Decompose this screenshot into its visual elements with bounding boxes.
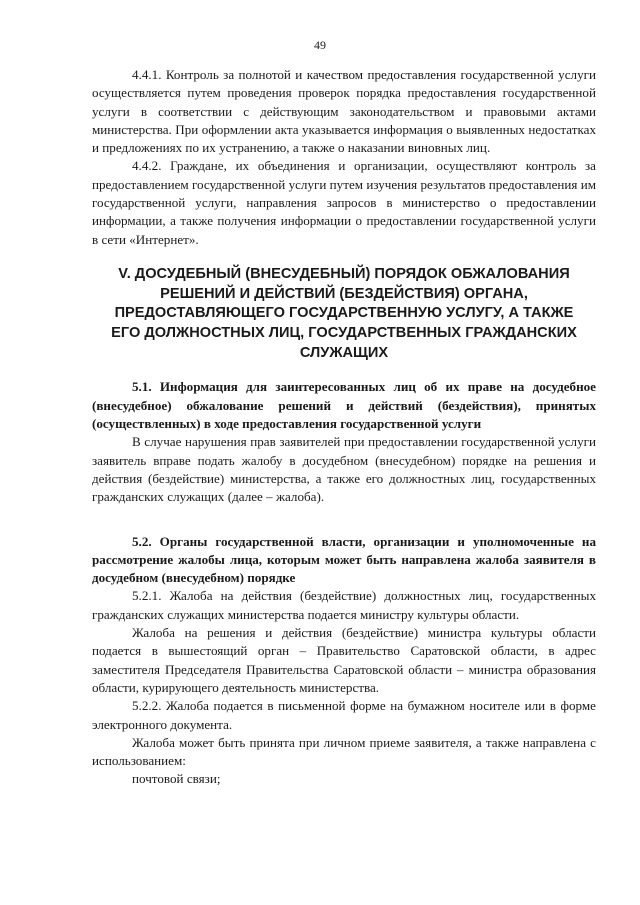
page-number: 49 [314, 38, 326, 52]
paragraph-5-2-1: 5.2.1. Жалоба на действия (бездействие) должностных лиц, государственных гражданских служащих министерства подается министру культуры области. [92, 588, 596, 622]
subsection-5-1-heading: 5.1. Информация для заинтересованных лиц об их праве на досудебное (внесудебное) обжалование решений и действий (бездействия), принятых (осуществленных) в ходе предоставления государственной услуги [92, 379, 596, 432]
paragraph-minister-complaint: Жалоба на решения и действия (бездействие) министра культуры области подается в вышестоящий орган – Правительство Саратовской области, в адрес заместителя Председателя Правительства Саратовской области – министра образования области, курирующего деятельность министерства. [92, 625, 596, 695]
list-item-postal: почтовой связи; [132, 771, 221, 787]
document-body [92, 66, 596, 789]
paragraph-4-4-1: 4.4.1. Контроль за полнотой и качеством предоставления государственной услуги осуществляется путем проведения проверок порядка предоставления государственной услуги в соответствии с действующим законодательством и правовыми актами министерства. При оформлении акта указывается информация о выявленных недостатках и предложениях по их устранению, а также о наказании виновных лиц. [92, 67, 596, 156]
paragraph-acceptance: Жалоба может быть принята при личном приеме заявителя, а также направлена с использованием: [92, 734, 596, 769]
subsection-5-1-text: В случае нарушения прав заявителей при предоставлении государственной услуги заявитель вправе подать жалобу в досудебном (внесудебном) порядке на решения и действия (бездействие) министерства, а также его должностных лиц, государственных гражданских служащих (далее – жалоба). [92, 434, 596, 505]
subsection-5-2-heading: 5.2. Органы государственной власти, организации и уполномоченные на рассмотрение жалобы лица, которым может быть направлена жалоба заявителя в досудебном (внесудебном) порядке [92, 533, 596, 586]
paragraph-4-4-2: 4.4.2. Граждане, их объединения и организации, осуществляют контроль за предоставлением государственной услуги путем изучения результатов предоставления им государственной услуги, направления запросов в министерство о предоставлении информации, а также получения информации о предоставлении государственной услуги в сети «Интернет». [92, 158, 596, 247]
paragraph-5-2-2: 5.2.2. Жалоба подается в письменной форме на бумажном носителе или в форме электронного документа. [92, 698, 596, 732]
section-v-title: V. ДОСУДЕБНЫЙ (ВНЕСУДЕБНЫЙ) ПОРЯДОК ОБЖАЛОВАНИЯ РЕШЕНИЙ И ДЕЙСТВИЙ (БЕЗДЕЙСТВИЯ) ОРГАНА, ПРЕДОСТАВЛЯЮЩЕГО ГОСУДАРСТВЕННУЮ УСЛУГУ, А ТАКЖЕ ЕГО ДОЛЖНОСТНЫХ ЛИЦ, ГОСУДАРСТВЕННЫХ ГРАЖДАНСКИХ СЛУЖАЩИХ [111, 265, 577, 361]
